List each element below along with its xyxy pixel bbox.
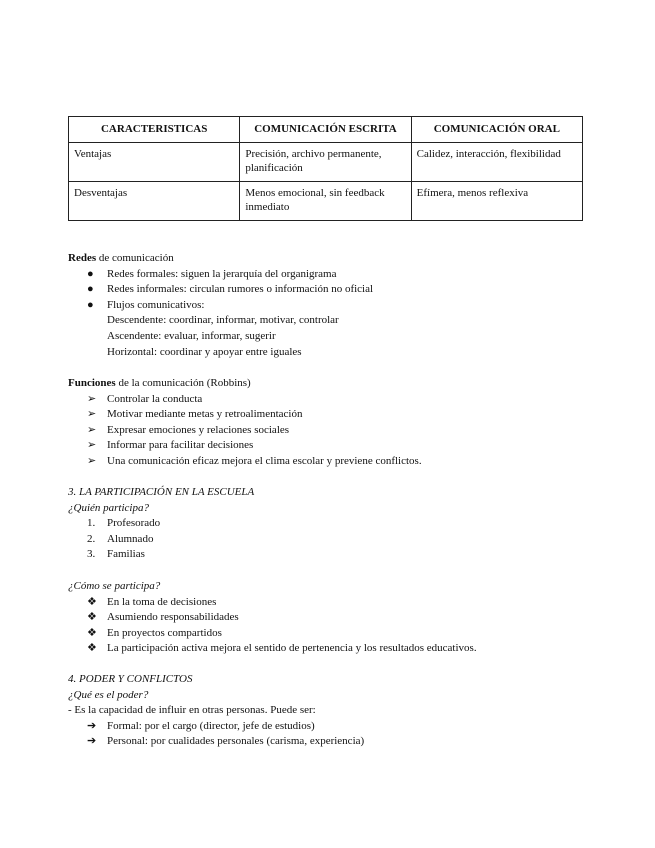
diamond-icon: ❖ <box>87 642 97 655</box>
list-item: 3. Familias <box>87 548 145 561</box>
section-heading: 4. PODER Y CONFLICTOS <box>68 673 193 685</box>
list-item: ❖ En proyectos compartidos <box>68 626 588 642</box>
table-header-cell: COMUNICACIÓN ESCRITA <box>240 117 411 143</box>
table-cell: Ventajas <box>69 143 240 182</box>
list-item: ● Redes formales: siguen la jerarquía del organigrama <box>68 267 588 283</box>
redes-section <box>68 251 588 360</box>
list-item: ● Redes informales: circulan rumores o información no oficial <box>68 282 588 298</box>
table-row <box>69 143 583 182</box>
section-heading: 3. LA PARTICIPACIÓN EN LA ESCUELA <box>68 486 255 498</box>
list-item: ❖ En la toma de decisiones <box>68 595 588 611</box>
list-item: ➔ Personal: por cualidades personales (carisma, experiencia) <box>68 734 588 750</box>
table-cell: Desventajas <box>69 182 240 221</box>
table-row <box>69 182 583 221</box>
paragraph: - Es la capacidad de influir en otras personas. Puede ser: <box>68 704 316 717</box>
redes-title: Redes de comunicación <box>68 252 174 264</box>
list-item: 1. Profesorado <box>87 517 161 530</box>
diamond-icon: ❖ <box>87 595 97 608</box>
poder-section <box>68 672 588 750</box>
arrowhead-icon: ➢ <box>87 408 97 421</box>
diamond-icon: ❖ <box>87 611 97 624</box>
list-item: ➢ Motivar mediante metas y retroalimentación <box>68 407 588 423</box>
table-cell: Menos emocional, sin feedback inmediato <box>240 182 411 221</box>
list-item: ➢ Una comunicación eficaz mejora el clima escolar y previene conflictos. <box>68 454 588 470</box>
table-cell: Calidez, interacción, flexibilidad <box>411 143 582 182</box>
question-heading: ¿Quién participa? <box>68 501 149 514</box>
table-header-cell: COMUNICACIÓN ORAL <box>411 117 582 143</box>
diamond-icon: ❖ <box>87 626 97 639</box>
list-item: ❖ La participación activa mejora el sentido de pertenencia y los resultados educativos. <box>68 641 588 657</box>
list-item: ➢ Controlar la conducta <box>68 392 588 408</box>
funciones-title: Funciones de la comunicación (Robbins) <box>68 377 251 389</box>
table-cell: Precisión, archivo permanente, planificación <box>240 143 411 182</box>
list-item: ➢ Informar para facilitar decisiones <box>68 438 588 454</box>
table-header-row <box>69 117 583 143</box>
question-heading: ¿Qué es el poder? <box>68 688 149 701</box>
list-item: ➢ Expresar emociones y relaciones sociales <box>68 423 588 439</box>
flow-item: Ascendente: evaluar, informar, sugerir <box>107 329 276 342</box>
list-item: ➔ Formal: por el cargo (director, jefe de estudios) <box>68 719 588 735</box>
bullet-icon: ● <box>87 267 94 280</box>
funciones-section <box>68 376 588 470</box>
arrowhead-icon: ➢ <box>87 423 97 436</box>
question-heading: ¿Cómo se participa? <box>68 580 161 592</box>
list-item: ● Flujos comunicativos: <box>68 298 588 314</box>
como-participa-section <box>68 579 588 657</box>
table-cell: Efímera, menos reflexiva <box>411 182 582 221</box>
arrow-right-icon: ➔ <box>87 735 97 748</box>
arrow-right-icon: ➔ <box>87 719 97 732</box>
arrowhead-icon: ➢ <box>87 392 97 405</box>
table-header-cell: CARACTERISTICAS <box>69 117 240 143</box>
comparison-table <box>68 116 583 221</box>
participacion-section <box>68 485 588 563</box>
flow-item: Descendente: coordinar, informar, motivar, controlar <box>107 314 339 327</box>
bullet-icon: ● <box>87 283 94 296</box>
arrowhead-icon: ➢ <box>87 439 97 452</box>
list-item: ❖ Asumiendo responsabilidades <box>68 610 588 626</box>
list-item: 2. Alumnado <box>87 532 154 545</box>
bullet-icon: ● <box>87 298 94 311</box>
arrowhead-icon: ➢ <box>87 454 97 467</box>
flow-item: Horizontal: coordinar y apoyar entre iguales <box>107 345 302 358</box>
